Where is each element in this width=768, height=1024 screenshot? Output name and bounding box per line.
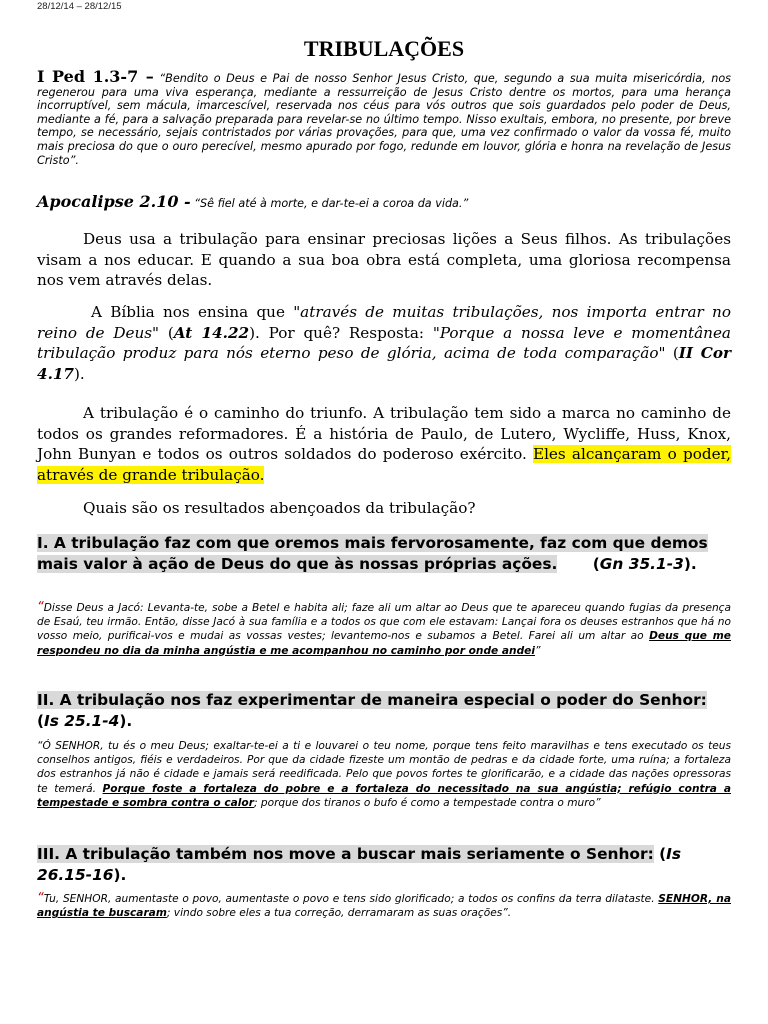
section-1-heading [37, 533, 731, 575]
heading-text: II. A tribulação nos faz experimentar de maneira especial o poder do Senhor: [37, 691, 707, 709]
verse-apocalipse [37, 192, 731, 211]
quote-text: Tu, SENHOR, aumentaste o povo, aumentaste o povo e tens sido glorificado; a todos os confins da terra dilataste. [43, 893, 659, 905]
section-1-quote [37, 601, 731, 658]
p2-text: ( [665, 344, 679, 362]
quote-emphasis: SENHOR, na angústia te buscaram [37, 893, 731, 920]
heading-reference: Gn 35.1-3 [599, 555, 684, 573]
ref-paren: ( [592, 555, 600, 573]
heading-reference: Is 26.15-16 [37, 845, 682, 884]
verse-reference: Apocalipse 2.10 - [37, 192, 191, 211]
paragraph-2 [37, 302, 731, 384]
verse-1-peter [37, 67, 732, 167]
quote-mark: “ [37, 600, 44, 615]
paragraph-3 [37, 403, 731, 485]
p2-text: ). [74, 364, 85, 383]
p2-text: ). Por quê? Resposta: [249, 323, 433, 342]
verse-reference: I Ped 1.3-7 – [37, 67, 154, 86]
p2-text: ( [159, 323, 174, 342]
p2-quote: "Porque a nossa leve e momentânea tribulação produz para nós eterno peso de glória, acima de toda comparação" [37, 323, 731, 362]
quote-text: ” [535, 644, 541, 657]
paragraph-1: Deus usa a tribulação para ensinar preciosas lições a Seus filhos. As tribulações visam a nos educar. E quando a sua boa obra está completa, uma gloriosa recompensa nos vem através delas. [37, 230, 731, 289]
heading-reference: Is 25.1-4 [44, 712, 120, 730]
p2-reference: II Cor 4.17 [37, 344, 731, 383]
section-3-quote [37, 892, 731, 920]
p2-quote: "através de muitas tribulações, nos importa entrar no reino de Deus" [37, 303, 731, 342]
ref-paren: ( [653, 845, 667, 863]
ref-paren: ). [119, 712, 133, 730]
page-title: TRIBULAÇÕES [303, 36, 465, 61]
paragraph-4: Quais são os resultados abençoados da tribulação? [83, 499, 476, 517]
quote-text: “Ó SENHOR, tu és o meu Deus; exaltar-te-ei a ti e louvarei o teu nome, porque tens feito maravilhas e tens executado os teus conselhos antigos, fiéis e verdadeiros. Por que da cidade fizeste um montão de pedras e da cidade forte, uma ruína; a fortaleza dos estranhos já não é cidade e jamais será reedificada. Pelo que povos fortes te glorificarão, e a cidade das nações opressoras te temerá. [37, 740, 731, 795]
header-date: 28/12/14 – 28/12/15 [37, 1, 122, 12]
section-2-heading [37, 690, 731, 732]
section-3-heading [37, 844, 731, 886]
quote-emphasis: Porque foste a fortaleza do pobre e a fortaleza do necessitado na sua angústia; refúgio contra a tempestade e sombra contra o calor [37, 782, 731, 809]
quote-mark: “ [37, 891, 44, 906]
highlighted-text: Eles alcançaram o poder, através de grande tribulação. [37, 445, 731, 484]
p2-reference: At 14.22 [173, 323, 250, 342]
p2-text: A Bíblia nos ensina que [91, 303, 294, 321]
ref-paren: ). [113, 866, 127, 884]
section-2-quote [37, 739, 731, 810]
ref-paren: ( [37, 712, 45, 730]
heading-text: III. A tribulação também nos move a buscar mais seriamente o Senhor: [37, 845, 654, 863]
quote-text: ; vindo sobre eles a tua correção, derramaram as suas orações”. [166, 907, 512, 920]
quote-emphasis: Deus que me respondeu no dia da minha angústia e me acompanhou no caminho por onde andei [37, 630, 731, 657]
verse-text: “Bendito o Deus e Pai de nosso Senhor Jesus Cristo, que, segundo a sua muita misericórdia, nos regenerou para uma viva esperança, mediante a ressurreição de Jesus Cristo dentre os mortos, para uma herança incorruptível, sem mácula, imarcescível, reservada nos céus para vós outros que sois guardados pelo poder de Deus, mediante a fé, para a salvação preparada para revelar-se no último tempo. Nisso exultais, embora, no presente, por breve tempo, se necessário, sejais contristados por várias provações, para que, uma vez confirmado o valor da vossa fé, muito mais preciosa do que o ouro perecível, mesmo apurado por fogo, redunde em louvor, glória e honra na revelação de Jesus Cristo”. [37, 72, 732, 167]
heading-text: I. A tribulação faz com que oremos mais fervorosamente, faz com que demos mais valor à ação de Deus do que às nossas próprias ações. [37, 534, 708, 573]
quote-text: Disse Deus a Jacó: Levanta-te, sobe a Betel e habita ali; faze ali um altar ao Deus que te apareceu quando fugias da presença de Esaú, teu irmão. Então, disse Jacó à sua família e a todos os que com ele estavam: Lançai fora os deuses estranhos que há no vosso meio, purificai-vos e mudai as vossas vestes; levantemo-nos e subamos a Betel. Farei ali um altar ao [37, 602, 731, 643]
ref-paren: ). [683, 555, 697, 573]
quote-text: ; porque dos tiranos o bufo é como a tempestade contra o muro” [253, 796, 601, 809]
p3-text: A tribulação é o caminho do triunfo. A tribulação tem sido a marca no caminho de todos os grandes reformadores. É a história de Paulo, de Lutero, Wycliffe, Huss, Knox, John Bunyan e todos os outros soldados do poderoso exército. [37, 404, 731, 463]
verse-text: “Sê fiel até à morte, e dar-te-ei a coroa da vida.” [194, 197, 469, 210]
